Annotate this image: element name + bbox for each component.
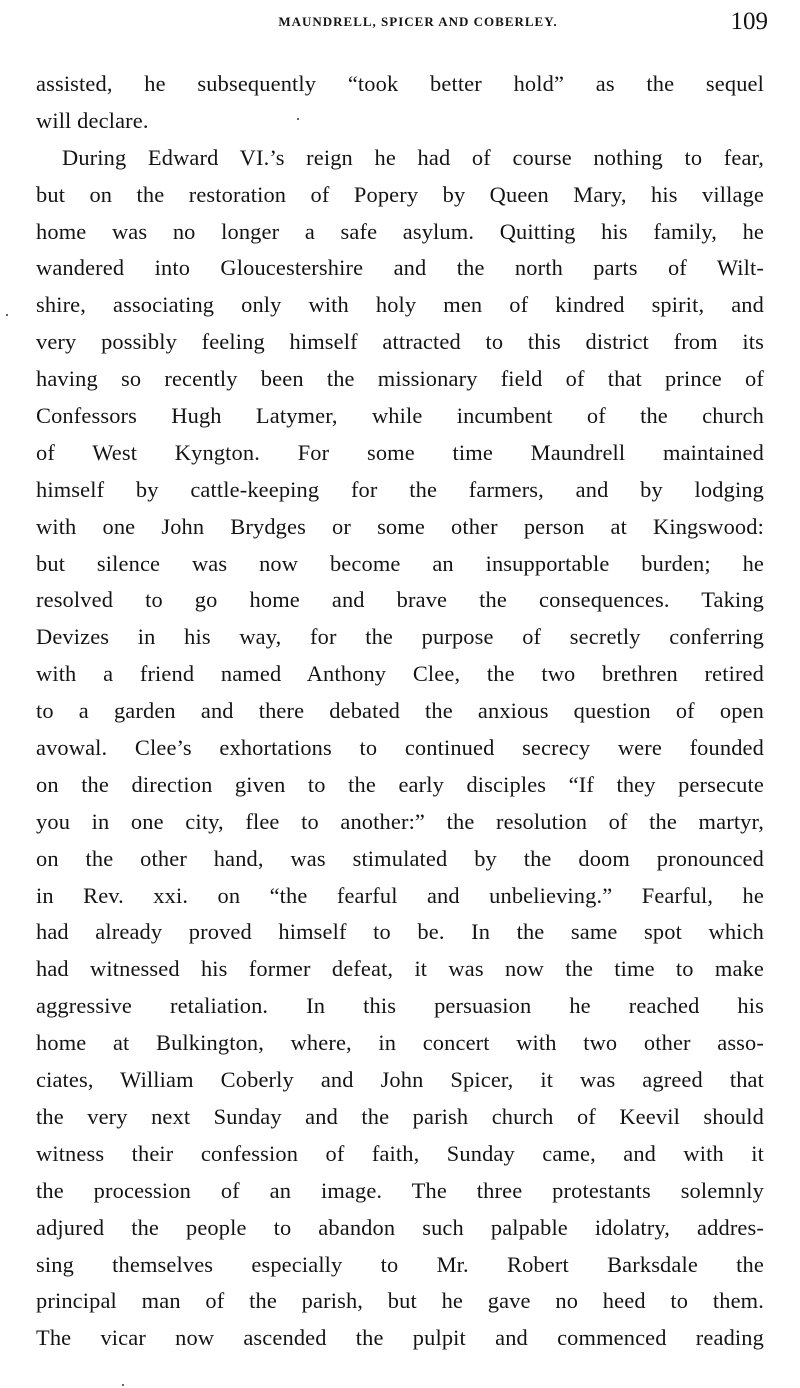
text-line: you in one city, flee to another:” the resolution of the martyr,: [36, 808, 764, 834]
text-line: sing themselves especially to Mr. Robert Barksdale the: [36, 1251, 764, 1277]
text-line: to a garden and there debated the anxious question of open: [36, 698, 764, 724]
text-line: very possibly feeling himself attracted to this district from its: [36, 329, 764, 355]
text-line: having so recently been the missionary field of that prince of: [36, 366, 764, 392]
text-line: During Edward VI.’s reign he had of course nothing to fear,: [62, 144, 764, 170]
body-text: [36, 66, 764, 1357]
text-line: had witnessed his former defeat, it was now the time to make: [36, 956, 764, 982]
text-line: in Rev. xxi. on “the fearful and unbelieving.” Fearful, he: [36, 882, 764, 908]
text-line: but silence was now become an insupportable burden; he: [36, 550, 764, 576]
text-line: home at Bulkington, where, in concert with two other asso-: [36, 1030, 764, 1056]
text-line: with a friend named Anthony Clee, the two brethren retired: [36, 661, 764, 687]
print-speck: [6, 314, 8, 316]
running-title: MAUNDRELL, SPICER AND COBERLEY.: [278, 14, 558, 29]
page-number: 109: [730, 8, 768, 35]
text-line: the very next Sunday and the parish church of Keevil should: [36, 1103, 764, 1129]
text-line: home was no longer a safe asylum. Quitting his family, he: [36, 218, 764, 244]
text-line: will declare.: [36, 107, 149, 133]
text-line: Devizes in his way, for the purpose of secretly conferring: [36, 624, 764, 650]
text-line: wandered into Gloucestershire and the north parts of Wilt-: [36, 255, 764, 281]
text-line: resolved to go home and brave the consequences. Taking: [36, 587, 764, 613]
text-line: principal man of the parish, but he gave no heed to them.: [36, 1288, 764, 1314]
text-line: Confessors Hugh Latymer, while incumbent of the church: [36, 403, 764, 429]
text-line: on the direction given to the early disciples “If they persecute: [36, 771, 764, 797]
text-line: had already proved himself to be. In the same spot which: [36, 919, 764, 945]
text-line: adjured the people to abandon such palpable idolatry, addres-: [36, 1214, 764, 1240]
text-line: but on the restoration of Popery by Queen Mary, his village: [36, 181, 764, 207]
text-line: with one John Brydges or some other person at Kingswood:: [36, 513, 764, 539]
text-line: on the other hand, was stimulated by the doom pronounced: [36, 845, 764, 871]
text-line: of West Kyngton. For some time Maundrell maintained: [36, 439, 764, 465]
text-line: aggressive retaliation. In this persuasion he reached his: [36, 993, 764, 1019]
text-line: the procession of an image. The three protestants solemnly: [36, 1177, 764, 1203]
text-line: assisted, he subsequently “took better hold” as the sequel: [36, 71, 764, 96]
text-line: ciates, William Coberly and John Spicer, it was agreed that: [36, 1067, 764, 1093]
text-line: shire, associating only with holy men of kindred spirit, and: [36, 292, 764, 318]
print-speck: [297, 118, 299, 120]
text-line: himself by cattle-keeping for the farmers, and by lodging: [36, 476, 764, 502]
text-line: avowal. Clee’s exhortations to continued secrecy were founded: [36, 735, 764, 761]
text-line: The vicar now ascended the pulpit and commenced reading: [36, 1325, 764, 1351]
print-speck: [122, 1384, 124, 1386]
text-line: witness their confession of faith, Sunday came, and with it: [36, 1140, 764, 1166]
page-header: [36, 8, 770, 42]
